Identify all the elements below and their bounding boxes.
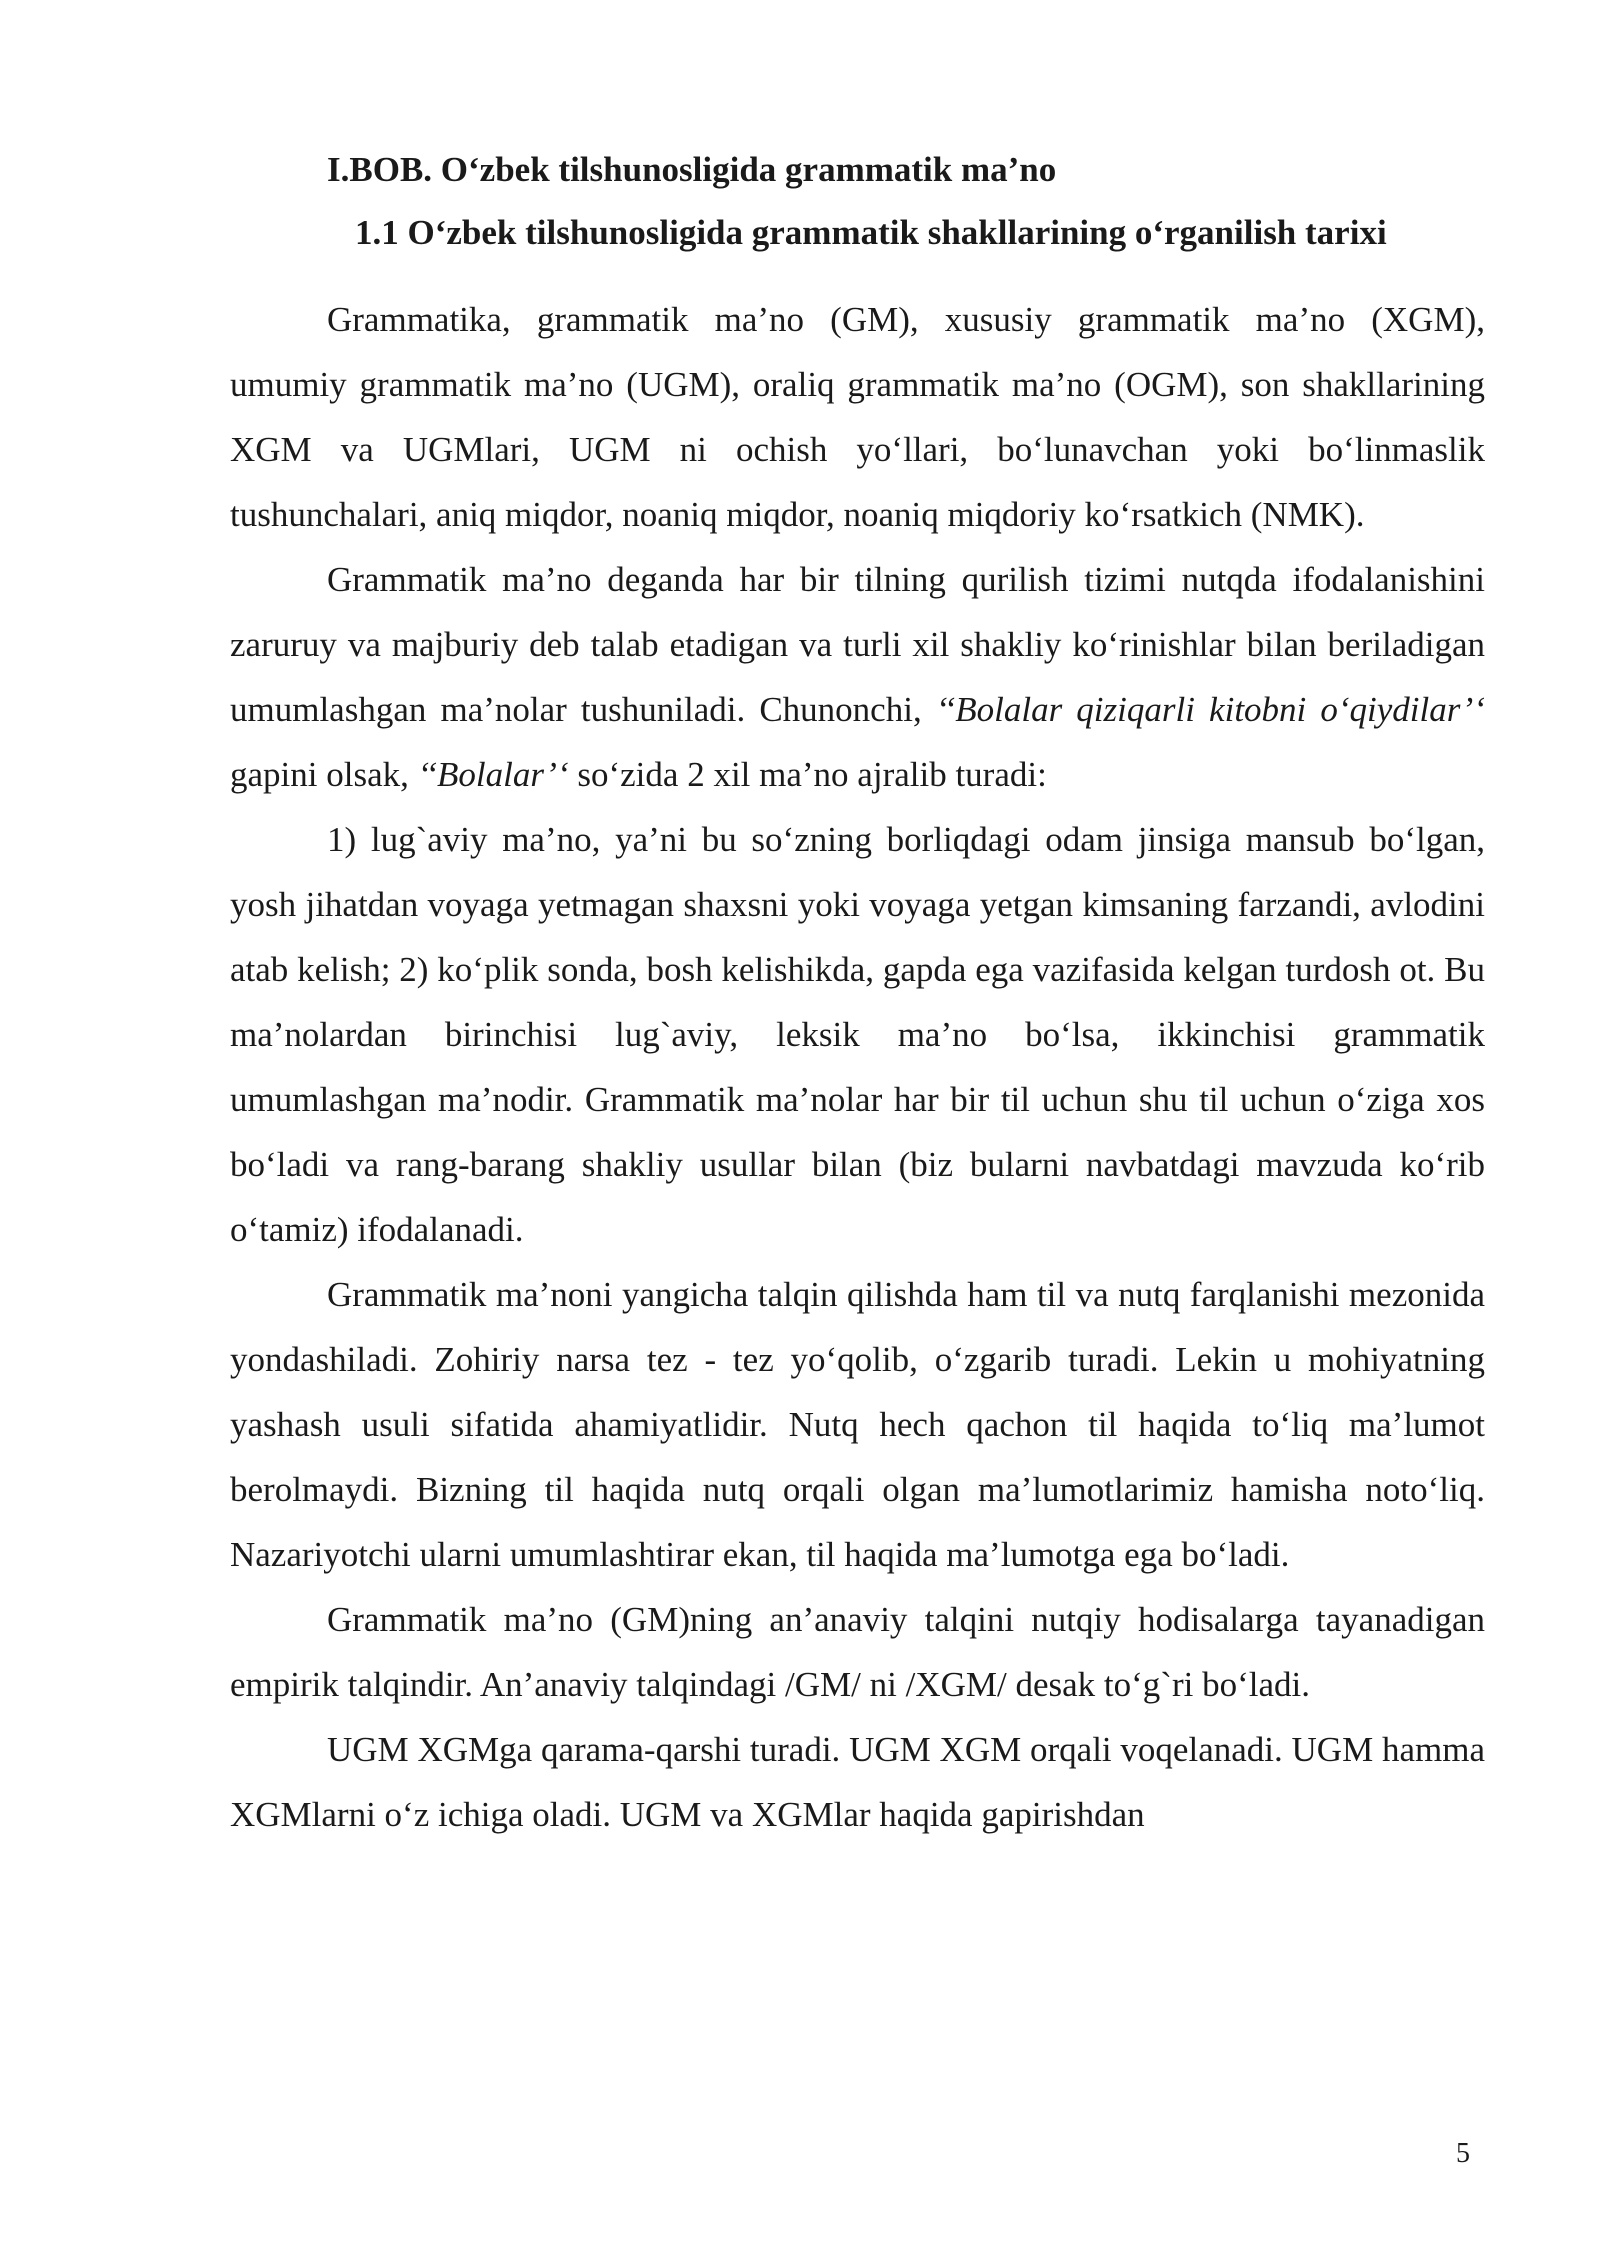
example-sentence-quote: ‘‘Bolalar qiziqarli kitobni o‘qiydilar’‘: [935, 690, 1485, 729]
body-text: [230, 287, 1485, 1847]
paragraph-1: Grammatika, grammatik ma’no (GM), xususiy grammatik ma’no (XGM), umumiy grammatik ma’no (UGM), oraliq grammatik ma’no (OGM), son shakllarining XGM va UGMlari, UGM ni ochish yo‘llari, bo‘lunavchan yoki bo‘linmaslik tushunchalari, aniq miqdor, noaniq miqdor, noaniq miqdoriy ko‘rsatkich (NMK).: [230, 300, 1485, 534]
example-word-quote: ‘‘Bolalar’‘: [417, 755, 569, 794]
paragraph-5: Grammatik ma’no (GM)ning an’anaviy talqini nutqiy hodisalarga tayanadigan empirik talqindir. An’anaviy talqindagi /GM/ ni /XGM/ desak to‘g`ri bo‘ladi.: [230, 1600, 1485, 1704]
chapter-title: I.BOB. O‘zbek tilshunosligida grammatik ma’no: [327, 150, 1057, 189]
paragraph-2-text-a: Grammatik ma’no deganda har bir tilning qurilish tizimi nutqda ifodalanishini zaruruy va majburiy deb talab etadigan va turli xil shakliy ko‘rinishlar bilan beriladigan umumlashgan ma’nolar tushuniladi. Chunonchi,: [230, 560, 1485, 729]
paragraph-4: Grammatik ma’noni yangicha talqin qilishda ham til va nutq farqlanishi mezonida yondashiladi. Zohiriy narsa tez - tez yo‘qolib, o‘zgarib turadi. Lekin u mohiyatning yashash usuli sifatida ahamiyatlidir. Nutq hech qachon til haqida to‘liq ma’lumot berolmaydi. Bizning til haqida nutq orqali olgan ma’lumotlarimiz hamisha noto‘liq. Nazariyotchi ularni umumlashtirar ekan, til haqida ma’lumotga ega bo‘ladi.: [230, 1275, 1485, 1574]
page-number: 5: [1456, 2138, 1470, 2169]
paragraph-6: UGM XGMga qarama-qarshi turadi. UGM XGM orqali voqelanadi. UGM hamma XGMlarni o‘z ichiga oladi. UGM va XGMlar haqida gapirishdan: [230, 1730, 1485, 1834]
paragraph-3: 1) lug`aviy ma’no, ya’ni bu so‘zning borliqdagi odam jinsiga mansub bo‘lgan, yosh jihatdan voyaga yetmagan shaxsni yoki voyaga yetgan kimsaning farzandi, avlodini atab kelish; 2) ko‘plik sonda, bosh kelishikda, gapda ega vazifasida kelgan turdosh ot. Bu ma’nolardan birinchisi lug`aviy, leksik ma’no bo‘lsa, ikkinchisi grammatik umumlashgan ma’nodir. Grammatik ma’nolar har bir til uchun shu til uchun o‘ziga xos bo‘ladi va rang-barang shakliy usullar bilan (biz bularni navbatdagi mavzuda ko‘rib o‘tamiz) ifodalanadi.: [230, 820, 1485, 1249]
paragraph-2: [230, 547, 1485, 807]
paragraph-2-text-b: gapini olsak,: [230, 755, 418, 794]
section-title: 1.1 O‘zbek tilshunosligida grammatik shakllarining o‘rganilish tarixi: [355, 213, 1387, 252]
paragraph-2-text-c: so‘zida 2 xil ma’no ajralib turadi:: [568, 755, 1047, 794]
